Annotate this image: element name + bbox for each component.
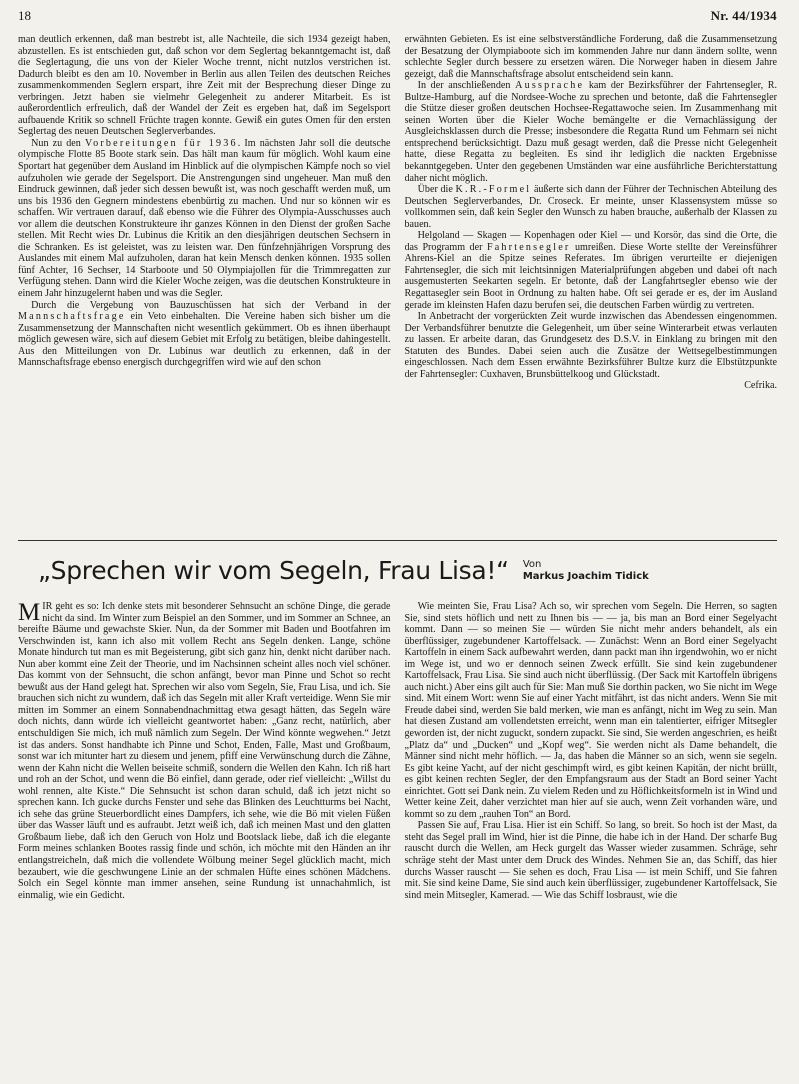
paragraph: In Anbetracht der vorgerückten Zeit wurde inzwischen das Abendessen eingenommen. Der Verbandsführer benutzte die Gelegenheit, um über seine Winterarbeit etwas verlauten zu lassen. Er arbeite daran, das Grundgesetz des D.S.V. in Einklang zu bringen mit den Statuten des Bundes. Dabei seien auch die Zusätze der Wettsegelbestimmungen eingeschlossen. Nach dem Essen erwähnte Bezirksführer Bultze kurz die Elbstützpunkte der Fahrtensegler: Cuxhaven, Brunsbüttelkoog und Glückstadt.: [404, 311, 777, 380]
paragraph: erwähnten Gebieten. Es ist eine selbstverständliche Forderung, daß die Zusammensetzung der Besatzung der Olympiaboote sich im kommenden Jahre nur dann ändern sollte, wenn schlechte Segler durch bessere zu ersetzen wären. Die Norweger haben in diesem Jahre gezeigt, daß die Mannschaftsfrage absolut entscheidend sein kann.: [404, 34, 777, 80]
article-heading: [38, 556, 777, 596]
byline-author: Markus Joachim Tidick: [522, 571, 649, 582]
byline-von: Von: [522, 559, 542, 570]
issue-number: Nr. 44/1934: [710, 8, 777, 23]
paragraph: man deutlich erkennen, daß man bestrebt ist, alle Nachteile, die sich 1934 gezeigt haben, abzustellen. Es ist entschieden gut, daß schon vor dem Seglertag bekanntgemacht ist, daß die Seglertagung, die uns von der Kieler Woche trennt, nicht nutzlos verstrichen ist. Dadurch bleibt es den am 10. November in Berlin aus allen Teilen des deutschen Reiches zusammenkommenden Seglern erspart, ihre Zeit mit der Besprechung dieser Dinge zu verbringen. Jetzt haben sie vielmehr Gelegenheit zu anderer Mitarbeit. Es ist außerordentlich erfreulich, daß der Wandel der Zeit es ergeben hat, daß im Segelsport aufbauende Kritik so schnell Früchte tragen konnte. Gewiß ein gutes Omen für den ersten Seglertag des neuen Deutschen Seglerverbandes.: [18, 34, 391, 138]
paragraph: In der anschließenden Aussprache kam der Bezirksführer der Fahrtensegler, R. Bultze-Hamburg, auf die Nordsee-Woche zu sprechen und betonte, daß die Fahrtensegler die Stütze dieser großen deutschen Hochsee-Regattawoche seien. Im Zusammenhang mit seinen Worten über die Kieler Woche bemängelte er die Vernachlässigung der Ausgleichsklassen durch die Presse; insbesondere die Regatta Rund um Fehmarn sei nicht entsprechend berücksichtigt. Dazu muß gesagt werden, daß die Presse nicht Gelegenheit hatte, diese Regatta zu begleiten. Es sind ihr lediglich die nackten Ergebnisse bekanntgegeben. Unter den gegebenen Umständen war eine ausführliche Berichterstattung daher nicht möglich.: [404, 80, 777, 184]
report-column-right: [405, 34, 778, 534]
paragraph-text: IR geht es so: Ich denke stets mit besonderer Sehnsucht an schöne Dinge, die gerade nicht da sind. Im Winter zum Beispiel an den Sommer, und im Sommer an Schnee, an bereifte Bäume und gewachste Skier. Nun, da der Sommer mit Baden und Bootfahren im Verschwinden ist, kann ich also mit vollem Recht ans Segeln denken. Lange, schöne Monate hindurch tut man es mit Begeisterung, gibt sich ganz hin, denkt nicht darüber nach. Nun aber kommt eine Zeit der Theorie, und im Nachsinnen scheint alles noch viel schöner. Das kommt von der Sehnsucht, die schon anfängt, bevor man Pinne und Schot so recht bewußt aus der Hand gelegt hat. Sprechen wir also vom Segeln, Sie, Frau Lisa, und ich. Sie brauchen sich nicht zu wundern, daß ich das Segeln mit aller Kraft verteidige. Wenn Sie mir mitten im Sommer an einem Sonnabendnachmittag etwa gesagt hätten, das Segeln wäre doch nichts, dann würde ich vielleicht geantwortet haben: „Ganz recht, natürlich, aber entschuldigen Sie mich, ich muß nämlich zum Segeln. Der Wind könnte wegwehen.“ Jetzt ist das anders. Sonst handhabte ich Pinne und Schot, Enden, Falle, Mast und Großbaum, sonst war ich mitunter hart zu diesem und jenem, pfiff eine Verwünschung durch die Zähne, wenn der Kahn nicht die Wellen beiseite schmiß, sondern die Wellen den Kahn. Ich riß hart und roh an der Schot, und wenn die Bö einfiel, dann gerade, oder rief vielleicht: „Willst du wohl rennen, alte Kiste.“ Die Sehnsucht ist schon daran schuld, daß ich jetzt nicht so sprechen kann. Ich gucke durchs Fenster und sehe das Blinken des Leuchtturms bei Nacht, ich sehe das grüne Steuerbordlicht eines Dampfers, ich sehe, wie die Bö mit vielen Füßen über das Wasser läuft und es aufraubt. Jetzt weiß ich, daß ich meinen Mast und den glatten Großbaum liebe, daß ich den Geruch von Holz und Bootslack liebe, daß ich die elegante Form meines schlanken Bootes rassig finde und schön, ich möchte mit den Händen an ihr entlangstreicheln, daß mich die vollendete Wölbung meiner Segel glücklich macht, mich bezaubert, wie die geschwungene Linie an der schmalen Hüfte eines schönen Mädchens. Solch ein Segel könnte man immer ansehen, seine Rundung ist unnachahmlich, ist einmalig, wie ein Gedicht.: [18, 601, 391, 901]
spaced-emphasis: K.R.-Formel: [455, 184, 532, 196]
report-columns: [18, 34, 777, 534]
drop-cap: M: [18, 601, 41, 626]
article-columns: [18, 601, 777, 1079]
paragraph: Nun zu den Vorbereitungen für 1936. Im nächsten Jahr soll die deutsche olympische Flotte 85 Boote stark sein. Das hält man kaum für möglich. Wohl kaum eine Sportart hat gegenüber dem Ausland im Hinblick auf die olympischen Kämpfe noch so viel aufzuholen wie gerade der Segelsport. Die Anstrengungen sind ungeheuer. Man muß den Eindruck gewinnen, daß jeder sich dessen bewußt ist, was noch geschafft werden muß, um uns bis 1936 den Gegnern mindestens ebenbürtig zu machen. Und nur so können wir es schaffen. Wir vertrauen darauf, daß ebenso wie die Führer des Olympia-Ausschusses auch vor allem die deutschen Konstrukteure ihr ganzes Können in den Dienst der großen Sache stellen. Mit Recht wies Dr. Lubinus die Kritik an den diesjährigen deutschen Sechsern in die Schranken. Es ist geleistet, was zu leisten war. Den fünfzehnjährigen Vorsprung des Auslandes mit einem Mal aufzuholen, daran hat kein Mensch denken können. 1935 sollen fünf Achter, 16 Sechser, 14 Starboote und 50 Olympiajollen für die Trimmregatten zur Verfügung stehen. Dann wird die Kieler Woche zeigen, was die deutschen Konstrukteure in einem Jahr hinzugelernt haben und was die Segler.: [18, 137, 391, 300]
report-column-left: [18, 34, 391, 534]
article-column-right: [405, 601, 778, 1079]
paragraph: Über die K.R.-Formel äußerte sich dann der Führer der Technischen Abteilung des Deutschen Seglerverbandes, Dr. Croseck. Er meinte, unser Klassensystem müsse so vollkommen sein, daß kein Segler den Wunsch zu haben brauche, außerhalb der Klassen zu bauen.: [404, 184, 777, 230]
page-number: 18: [18, 8, 31, 23]
article-byline: [523, 559, 649, 583]
paragraph: Passen Sie auf, Frau Lisa. Hier ist ein Schiff. So lang, so breit. So hoch ist der Mast, da steht das Segel prall im Wind, hier ist die Pinne, die habe ich in der Hand. Der scharfe Bug rauscht durch die Wellen, am Heck gurgelt das Wasser wieder zusammen. Schräge, sehr schräge steht der Mast unter dem Druck des Windes. Nehmen Sie an, das Schiff, das hier durchs Wasser rauscht — Sie sehen es doch, Frau Lisa — ist mein Schiff, und Sie fahren mit. Sie sind keine Dame, Sie sind auch kein überflüssiger, zugebundener Kartoffelsack, Sie sind mein Mitsegler, Kamerad. — Wie das Schiff losbraust, wie die: [404, 820, 777, 901]
spaced-emphasis: Aussprache: [515, 80, 585, 92]
paragraph: Helgoland — Skagen — Kopenhagen oder Kiel — und Korsör, das sind die Orte, die das Programm der Fahrtensegler umreißen. Diese Worte stellte der Vereinsführer Ahrens-Kiel an die Spitze seines Referates. Im übrigen verurteilte er diejenigen Fahrtensegler, die sich mit leichtsinnigen Materialprüfungen abgeben und dabei oft nach ausgemusterten Seekarten segeln. Er betonte, daß der Langfahrtsegler ebenso wie der Regattasegler sein Boot in Ordnung zu halten habe. Oft sei gerade er es, der im Ausland gerade im kleinsten Hafen dazu berufen sei, die deutschen Farben würdig zu vertreten.: [404, 230, 777, 311]
paragraph: Wie meinten Sie, Frau Lisa? Ach so, wir sprechen vom Segeln. Die Herren, so sagten Sie, sind stets höflich und nett zu Ihnen bis — — ja, bis man an Bord einer Segelyacht kommt. Dann — so meinen Sie — würden Sie nicht mehr anders behandelt, als ein überflüssiger, zugebundener Kartoffelsack. — Zunächst: Wenn an Bord einer Segelyacht Kartoffeln in einem Sack aufbewahrt werden, dann packt man ihn irgendwohin, wo er nicht im Wege ist, und wo er dennoch seinen Zweck erfüllt. Sie sind kein zugebundener Kartoffelsack, Frau Lisa. Sie sind auch nicht überflüssig. (Der Sack mit Kartoffeln übrigens auch nicht.) Aber eins gilt auch für Sie: Man muß Sie dorthin packen, wo Sie nicht im Wege sind. Mit einem Wort: wenn Sie auf einer Yacht mitfährt, ist das nicht anders. Wenn Sie mit Freude dabei sind, werden Sie bald merken, wie man es anfängt, nicht im Weg zu sein. Man hat diesen Zustand am vollendetsten erreicht, wenn man ein talentierter, eifriger Mitsegler geworden ist, der nicht zuguckt, sondern zupackt. Sie sind, Sie werden angeschrien, es heißt „Platz da“ und „Ducken“ und „Kopf weg“. Sie werden nicht als Dame behandelt, die Männer sind nicht mehr höflich. — Ja, das haben die Männer so an sich, wenn sie segeln. Es gibt keine Yacht, auf der nicht geschimpft wird, es gibt keinen Kapitän, der nicht brüllt, es gibt keinen rechten Segler, der den Empfangsraum aus der Stadt an Bord seiner Yacht einrichtet. Gott sei Dank nein. Zu vielem Reden und zu Höflichkeitsformeln ist in Wind und Wetter keine Zeit, daher verzichtet man hier auf sie auch, wenn Zeit vorhanden wäre, und kommt so zu dem „rauhen Ton“ an Bord.: [404, 601, 777, 820]
section-divider: [18, 540, 777, 541]
page-header: [18, 8, 777, 26]
article-column-left: [18, 601, 391, 1079]
paragraph: [18, 601, 391, 901]
article-title: „Sprechen wir vom Segeln, Frau Lisa!“: [38, 556, 509, 585]
author-signature: Cefrika.: [744, 380, 777, 392]
paragraph: Durch die Vergebung von Bauzuschüssen hat sich der Verband in der Mannschaftsfrage ein Veto einbehalten. Die Vereine haben sich bisher um die Zusammensetzung der Mannschaften nicht wesentlich gekümmert. Ob es ihnen überhaupt möglich gewesen wäre, sich auf diesem Gebiet mit Erfolg zu betätigen, bleibe dahingestellt. Aus den Mitteilungen von Dr. Lubinus war deutlich zu erkennen, daß in der Mannschaftsfrage ebenso energisch durchgegriffen wird wie auf den schon: [18, 299, 391, 369]
spaced-emphasis: Mannschaftsfrage: [18, 311, 126, 323]
spaced-emphasis: Fahrtensegler: [486, 241, 571, 253]
spaced-emphasis: Vorbereitungen für 1936: [84, 137, 238, 149]
